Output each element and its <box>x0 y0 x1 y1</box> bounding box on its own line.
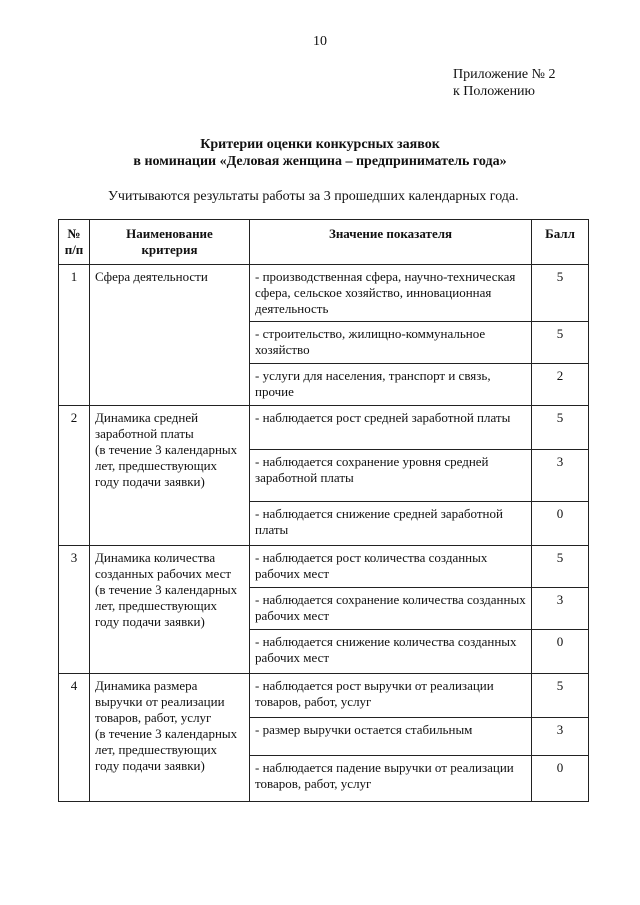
indicator-value: - наблюдается сохранение количества созданных рабочих мест <box>250 588 532 630</box>
criterion-name <box>90 674 250 802</box>
indicator-value: - наблюдается рост средней заработной платы <box>250 406 532 450</box>
criterion-number: 1 <box>59 265 90 406</box>
indicator-value: - производственная сфера, научно-техническая сфера, сельское хозяйство, инновационная деятельность <box>250 265 532 322</box>
header-criterion-line-1: Наименование <box>126 226 213 241</box>
score-value: 3 <box>532 450 589 502</box>
score-value: 5 <box>532 265 589 322</box>
table-row <box>59 674 589 718</box>
criterion-note: (в течение 3 календарных лет, предшествующих году подачи заявки) <box>95 582 238 629</box>
header-number-line-1: № <box>67 226 81 241</box>
header-indicator: Значение показателя <box>250 220 532 265</box>
score-value: 5 <box>532 406 589 450</box>
table-row <box>59 546 589 588</box>
appendix-line-2: к Положению <box>453 84 536 99</box>
criterion-number: 4 <box>59 674 90 802</box>
indicator-value: - наблюдается сохранение уровня средней заработной платы <box>250 450 532 502</box>
criterion-name <box>90 265 250 406</box>
score-value: 0 <box>532 502 589 546</box>
indicator-value: - размер выручки остается стабильным <box>250 718 532 756</box>
criteria-table <box>58 219 589 802</box>
indicator-value: - наблюдается падение выручки от реализации товаров, работ, услуг <box>250 756 532 802</box>
criterion-title: Динамика средней заработной платы <box>95 410 199 441</box>
criterion-name <box>90 546 250 674</box>
score-value: 5 <box>532 322 589 364</box>
appendix-line-1: Приложение № 2 <box>453 67 556 82</box>
indicator-value: - строительство, жилищно-коммунальное хозяйство <box>250 322 532 364</box>
table-row <box>59 265 589 322</box>
score-value: 3 <box>532 588 589 630</box>
criterion-name <box>90 406 250 546</box>
indicator-value: - наблюдается рост выручки от реализации товаров, работ, услуг <box>250 674 532 718</box>
table-header-row <box>59 220 589 265</box>
indicator-value: - услуги для населения, транспорт и связь, прочие <box>250 364 532 406</box>
title-line-2: в номинации «Деловая женщина – предприниматель года» <box>133 154 507 169</box>
score-value: 3 <box>532 718 589 756</box>
indicator-value: - наблюдается рост количества созданных рабочих мест <box>250 546 532 588</box>
header-score: Балл <box>532 220 589 265</box>
criterion-note: (в течение 3 календарных лет, предшествующих году подачи заявки) <box>95 726 238 773</box>
header-number-line-2: п/п <box>64 242 84 257</box>
document-subtitle: Учитываются результаты работы за 3 прошедших календарных года. <box>108 189 519 204</box>
header-number <box>59 220 90 265</box>
criterion-number: 3 <box>59 546 90 674</box>
title-line-1: Критерии оценки конкурсных заявок <box>200 137 440 152</box>
criterion-title: Сфера деятельности <box>95 269 208 284</box>
indicator-value: - наблюдается снижение количества созданных рабочих мест <box>250 630 532 674</box>
table-row <box>59 406 589 450</box>
score-value: 0 <box>532 756 589 802</box>
criterion-title: Динамика количества созданных рабочих мест <box>95 550 232 581</box>
criterion-title: Динамика размера выручки от реализации товаров, работ, услуг <box>95 678 225 725</box>
score-value: 5 <box>532 674 589 718</box>
criterion-note: (в течение 3 календарных лет, предшествующих году подачи заявки) <box>95 442 238 489</box>
score-value: 2 <box>532 364 589 406</box>
header-criterion-line-2: критерия <box>141 242 198 257</box>
header-criterion <box>90 220 250 265</box>
page-number: 10 <box>313 34 327 49</box>
document-title <box>0 136 640 170</box>
score-value: 5 <box>532 546 589 588</box>
criterion-number: 2 <box>59 406 90 546</box>
appendix-reference <box>453 66 556 100</box>
score-value: 0 <box>532 630 589 674</box>
indicator-value: - наблюдается снижение средней заработной платы <box>250 502 532 546</box>
